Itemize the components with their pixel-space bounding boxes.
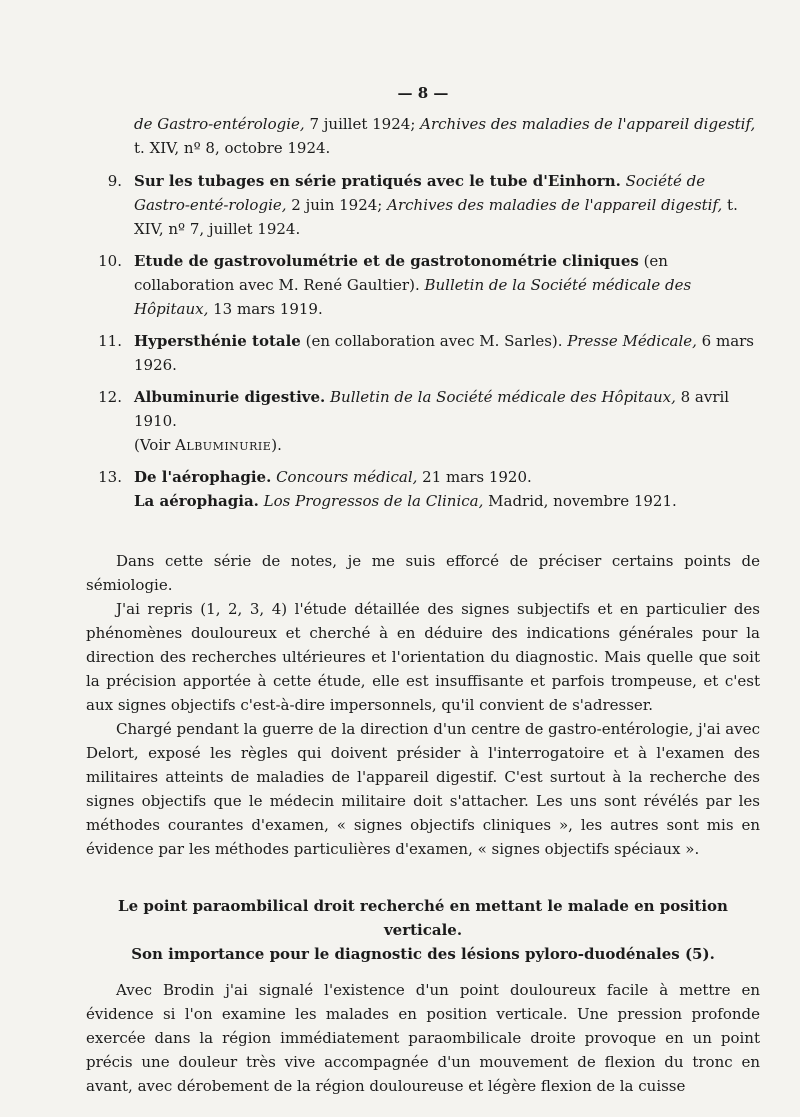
entry-title: Albuminurie digestive.	[134, 388, 326, 406]
reference-date: Madrid, novembre 1921.	[483, 492, 677, 510]
bibliography-entry-12	[86, 385, 760, 457]
reference-date: 2 juin 1924;	[286, 196, 388, 214]
reference-date: 6 mars 1926.	[134, 332, 755, 374]
entry-title: De l'aérophagie.	[134, 468, 272, 486]
reference-volume: t. XIV, nº 7, juillet 1924.	[134, 196, 738, 238]
body-paragraph: Dans cette série de notes, je me suis efforcé de préciser certains points de sémiologie.	[86, 552, 760, 594]
journal-name: Archives des maladies de l'appareil digestif,	[420, 115, 756, 133]
entry-number: 12.	[98, 388, 122, 406]
body-paragraph: Avec Brodin j'ai signalé l'existence d'un point douloureux facile à mettre en évidence si l'on examine les malades en position verticale. Une pression profonde exercée dans la région immédiatement paraombilicale droite provoque en un point précis une douleur très vive accompagnée d'un mouvement de flexion du tronc en avant, avec dérobement de la région douloureuse et légère flexion de la cuisse	[86, 981, 760, 1095]
entry-title: Hypersthénie totale	[134, 332, 301, 350]
entry-line	[134, 465, 760, 489]
entry-number: 11.	[98, 332, 122, 350]
reference-date: 21 mars 1920.	[417, 468, 532, 486]
entry-number: 13.	[98, 468, 122, 486]
bibliography-entry-10	[86, 249, 760, 321]
bibliography-entry-9	[86, 169, 760, 241]
journal-name: Archives des maladies de l'appareil digestif,	[387, 196, 723, 214]
body-paragraph: J'ai repris (1, 2, 3, 4) l'étude détaillée des signes subjectifs et en particulier des phénomènes douloureux et cherché à en déduire des indications générales pour la direction des recherches ultérieures et l'orientation du diagnostic. Mais quelle que soit la précision apportée à cette étude, elle est insuffisante et parfois trompeuse, et c'est aux signes objectifs c'est-à-dire impersonnels, qu'il convient de s'adresser.	[86, 600, 760, 714]
see-also-suffix: ).	[271, 436, 282, 454]
entry-number: 9.	[107, 172, 122, 190]
section-heading	[86, 894, 760, 966]
section-heading-line: Le point paraombilical droit recherché en mettant le malade en position verticale.	[118, 897, 728, 939]
bibliography-entry-13	[86, 465, 760, 513]
bibliography-entry-11	[86, 329, 760, 377]
entry-number: 10.	[98, 252, 122, 270]
page-number: — 8 —	[397, 84, 449, 102]
continued-reference	[86, 112, 760, 160]
entry-collaboration: (en collaboration avec M. Sarles).	[300, 332, 568, 350]
journal-name: Bulletin de la Société médicale des Hôpitaux,	[134, 276, 692, 318]
see-also	[134, 433, 760, 457]
reference-volume: t. XIV, nº 8, octobre 1924.	[134, 139, 331, 157]
body-paragraph: Chargé pendant la guerre de la direction d'un centre de gastro-entérologie, j'ai avec Delort, exposé les règles qui doivent présider à l'interrogatoire et à l'examen des militaires atteints de maladies de l'appareil digestif. C'est surtout à la recherche des signes objectifs que le médecin militaire doit s'attacher. Les uns sont révélés par les méthodes courantes d'examen, « signes objectifs cliniques », les autres sont mis en évidence par les méthodes particulières d'examen, « signes objectifs spéciaux ».	[86, 720, 760, 858]
journal-name: de Gastro-entérologie,	[134, 115, 305, 133]
section-heading-line: Son importance pour le diagnostic des lésions pyloro-duodénales (5).	[131, 945, 715, 963]
see-also-prefix: (Voir	[134, 436, 176, 454]
reference-date: 13 mars 1919.	[208, 300, 323, 318]
journal-name: Los Progressos de la Clinica,	[258, 492, 484, 510]
entry-title: Etude de gastrovolumétrie et de gastrotonométrie cliniques	[134, 252, 639, 270]
journal-name: Société de Gastro-enté-rologie,	[134, 172, 706, 214]
journal-name: Concours médical,	[271, 468, 418, 486]
journal-name: Bulletin de la Société médicale des Hôpitaux,	[325, 388, 676, 406]
entry-title: Sur les tubages en série pratiqués avec le tube d'Einhorn.	[134, 172, 621, 190]
entry-line	[134, 489, 760, 513]
entry-collaboration: (en collaboration avec M. René Gaultier).	[134, 252, 668, 294]
see-also-target: Albuminurie	[175, 436, 272, 454]
journal-name: Presse Médicale,	[567, 332, 697, 350]
reference-date: 8 avril 1910.	[134, 388, 730, 430]
entry-title: La aérophagia.	[134, 492, 259, 510]
reference-date: 7 juillet 1924;	[304, 115, 421, 133]
